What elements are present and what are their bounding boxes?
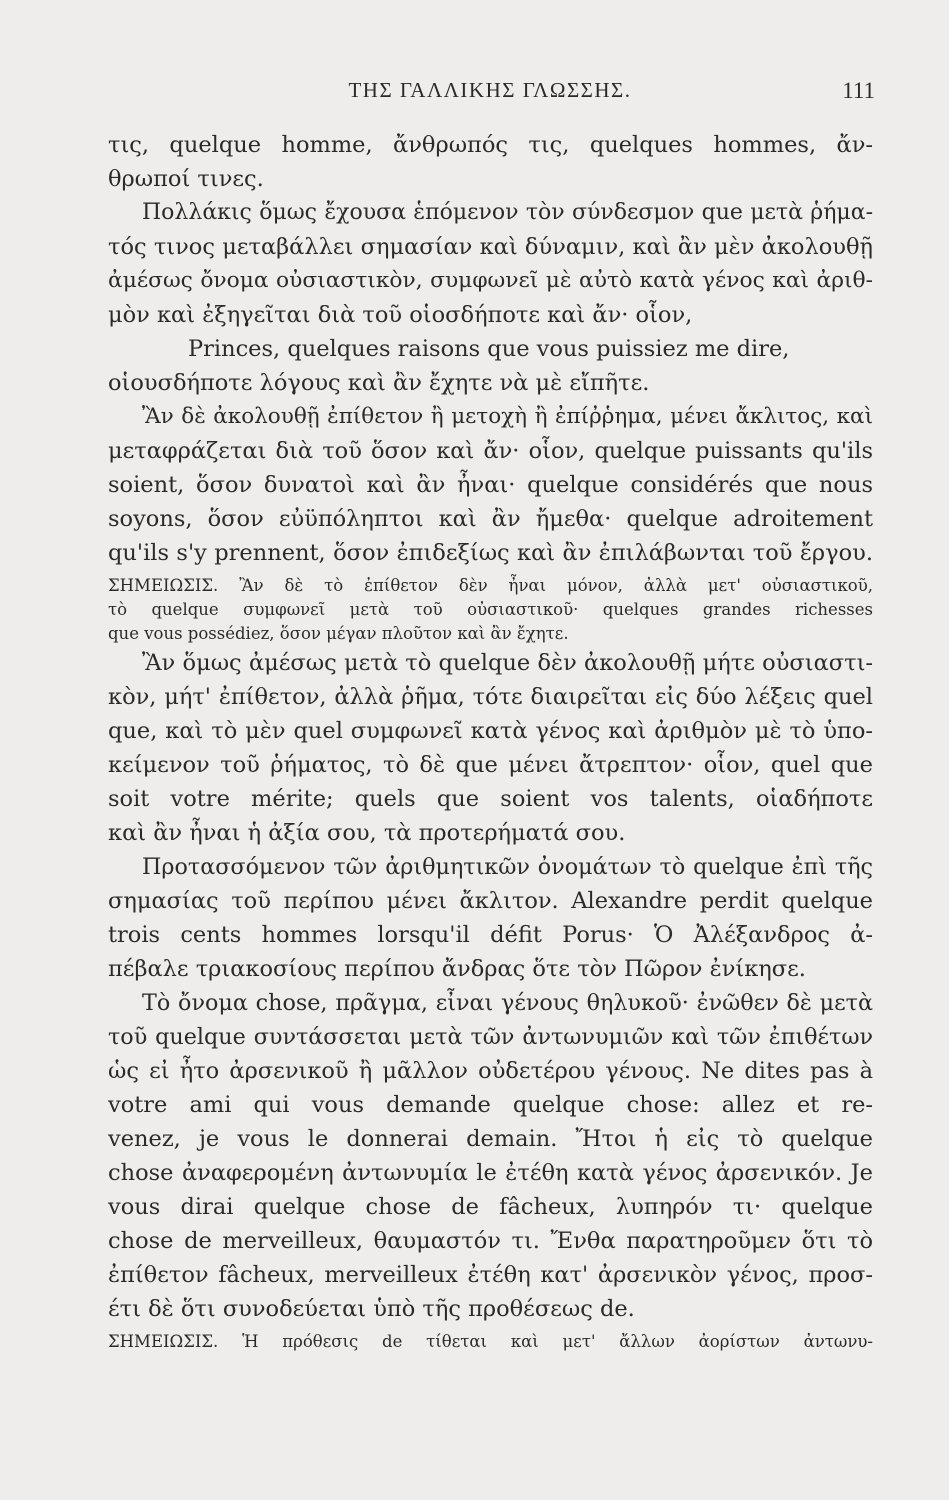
text-line: κείμενον τοῦ ῥήματος, τὸ δὲ que μένει ἄτρεπτον· οἷον, quel que [108, 752, 873, 778]
text-line: πέβαλε τριακοσίους περίπου ἄνδρας ὅτε τὸν Πῶρον ἐνίκησε. [108, 956, 806, 982]
text-line: τοῦ quelque συντάσσεται μετὰ τῶν ἀντωνυμιῶν καὶ τῶν ἐπιθέτων [108, 1024, 873, 1050]
text-line: chose de merveilleux, θαυμαστόν τι. Ἔνθα παρατηροῦμεν ὅτι τὸ [108, 1228, 873, 1254]
text-line: Πολλάκις ὅμως ἔχουσα ἑπόμενον τὸν σύνδεσμον que μετὰ ῥήμα- [142, 200, 873, 225]
text-line: que vous possédiez, ὅσον μέγαν πλοῦτον καὶ ἂν ἔχητε. [108, 624, 569, 643]
text-line: οἱουσδήποτε λόγους καὶ ἂν ἔχητε νὰ μὲ εἴπῆτε. [108, 370, 650, 396]
running-head: ΤΗΣ ΓΑΛΛΙΚΗΣ ΓΛΩΣΣΗΣ. [348, 78, 632, 102]
text-line: τὸ quelque συμφωνεῖ μετὰ τοῦ οὐσιαστικοῦ· quelques grandes richesses [108, 600, 873, 619]
text-line: μὸν καὶ ἐξηγεῖται διὰ τοῦ οἱοσδήποτε καὶ ἄν· οἷον, [108, 302, 693, 328]
text-line: τις, quelque homme, ἄνθρωπός τις, quelques hommes, ἄν- [108, 132, 873, 158]
text-line: Ἂν ὅμως ἀμέσως μετὰ τὸ quelque δὲν ἀκολουθῇ μήτε οὐσιαστι- [142, 650, 873, 676]
text-line: votre ami qui vous demande quelque chose: allez et re- [108, 1092, 873, 1118]
text-line: qu'ils s'y prennent, ὅσον ἐπιδεξίως καὶ ἂν ἐπιλάβωνται τοῦ ἔργου. [108, 540, 873, 566]
text-line: έτι δὲ ὅτι συνοδεύεται ὑπὸ τῆς προθέσεως de. [108, 1296, 635, 1322]
text-line: vous dirai quelque chose de fâcheux, λυπηρόν τι· quelque [108, 1194, 873, 1220]
text-line: venez, je vous le donnerai demain. Ἤτοι ἡ εἰς τὸ quelque [108, 1126, 873, 1152]
text-line: σημασίας τοῦ περίπου μένει ἄκλιτον. Alexandre perdit quelque [108, 888, 873, 914]
text-line: ΣΗΜΕΙΩΣΙΣ. Ἡ πρόθεσις de τίθεται καὶ μετ' ἄλλων ἀορίστων ἀντωνυ- [108, 1332, 873, 1351]
page-body-text [108, 128, 873, 1354]
text-line: trois cents hommes lorsqu'il défit Porus· Ὁ Ἀλέξανδρος ἀ- [108, 922, 873, 948]
text-line: soyons, ὅσον εὐϋπόληπτοι καὶ ἂν ἤμεθα· quelque adroitement [108, 506, 873, 532]
text-line: Προτασσόμενον τῶν ἀριθμητικῶν ὀνομάτων τὸ quelque ἐπὶ τῆς [142, 854, 873, 880]
text-line: ἀμέσως ὄνομα οὐσιαστικὸν, συμφωνεῖ μὲ αὐτὸ κατὰ γένος καὶ ἀριθ- [108, 268, 873, 293]
text-line: chose ἀναφερομένη ἀντωνυμία le ἐτέθη κατὰ γένος ἀρσενικόν. Je [108, 1160, 873, 1186]
text-line: μεταφράζεται διὰ τοῦ ὅσον καὶ ἄν· οἷον, quelque puissants qu'ils [108, 438, 873, 464]
text-line: θρωποί τινες. [108, 166, 264, 192]
page-number: 111 [842, 78, 875, 103]
text-line: κὸν, μήτ' ἐπίθετον, ἀλλὰ ῥῆμα, τότε διαιρεῖται εἰς δύο λέξεις quel [108, 684, 873, 710]
text-line: τός τινος μεταβάλλει σημασίαν καὶ δύναμιν, καὶ ἂν μὲν ἀκολουθῇ [108, 234, 873, 260]
text-line: Princes, quelques raisons que vous puissiez me dire, [188, 336, 790, 362]
text-line: ὡς εἰ ἦτο ἀρσενικοῦ ἢ μᾶλλον οὐδετέρου γένους. Ne dites pas à [108, 1058, 873, 1084]
text-line: ἐπίθετον fâcheux, merveilleux ἐτέθη κατ' ἀρσενικὸν γένος, προσ- [108, 1262, 873, 1288]
text-line: soit votre mérite; quels que soient vos talents, οἱαδήποτε [108, 786, 873, 812]
page-header [105, 78, 875, 112]
text-line: Ἂν δὲ ἀκολουθῇ ἐπίθετον ἢ μετοχὴ ἢ ἐπίῤῥημα, μένει ἄκλιτος, καὶ [142, 404, 873, 429]
text-line: ΣΗΜΕΙΩΣΙΣ. Ἂν δὲ τὸ ἐπίθετον δὲν ἦναι μόνον, ἀλλὰ μετ' οὐσιαστικοῦ, [108, 576, 873, 595]
text-line: soient, ὅσον δυνατοὶ καὶ ἂν ἦναι· quelque considérés que nous [108, 472, 873, 498]
text-line: καὶ ἂν ἦναι ἡ ἀξία σου, τὰ προτερήματά σου. [108, 820, 626, 846]
text-line: Τὸ ὄνομα chose, πρᾶγμα, εἶναι γένους θηλυκοῦ· ἐνῶθεν δὲ μετὰ [142, 990, 873, 1016]
text-line: que, καὶ τὸ μὲν quel συμφωνεῖ κατὰ γένος καὶ ἀριθμὸν μὲ τὸ ὑπο- [108, 718, 873, 744]
